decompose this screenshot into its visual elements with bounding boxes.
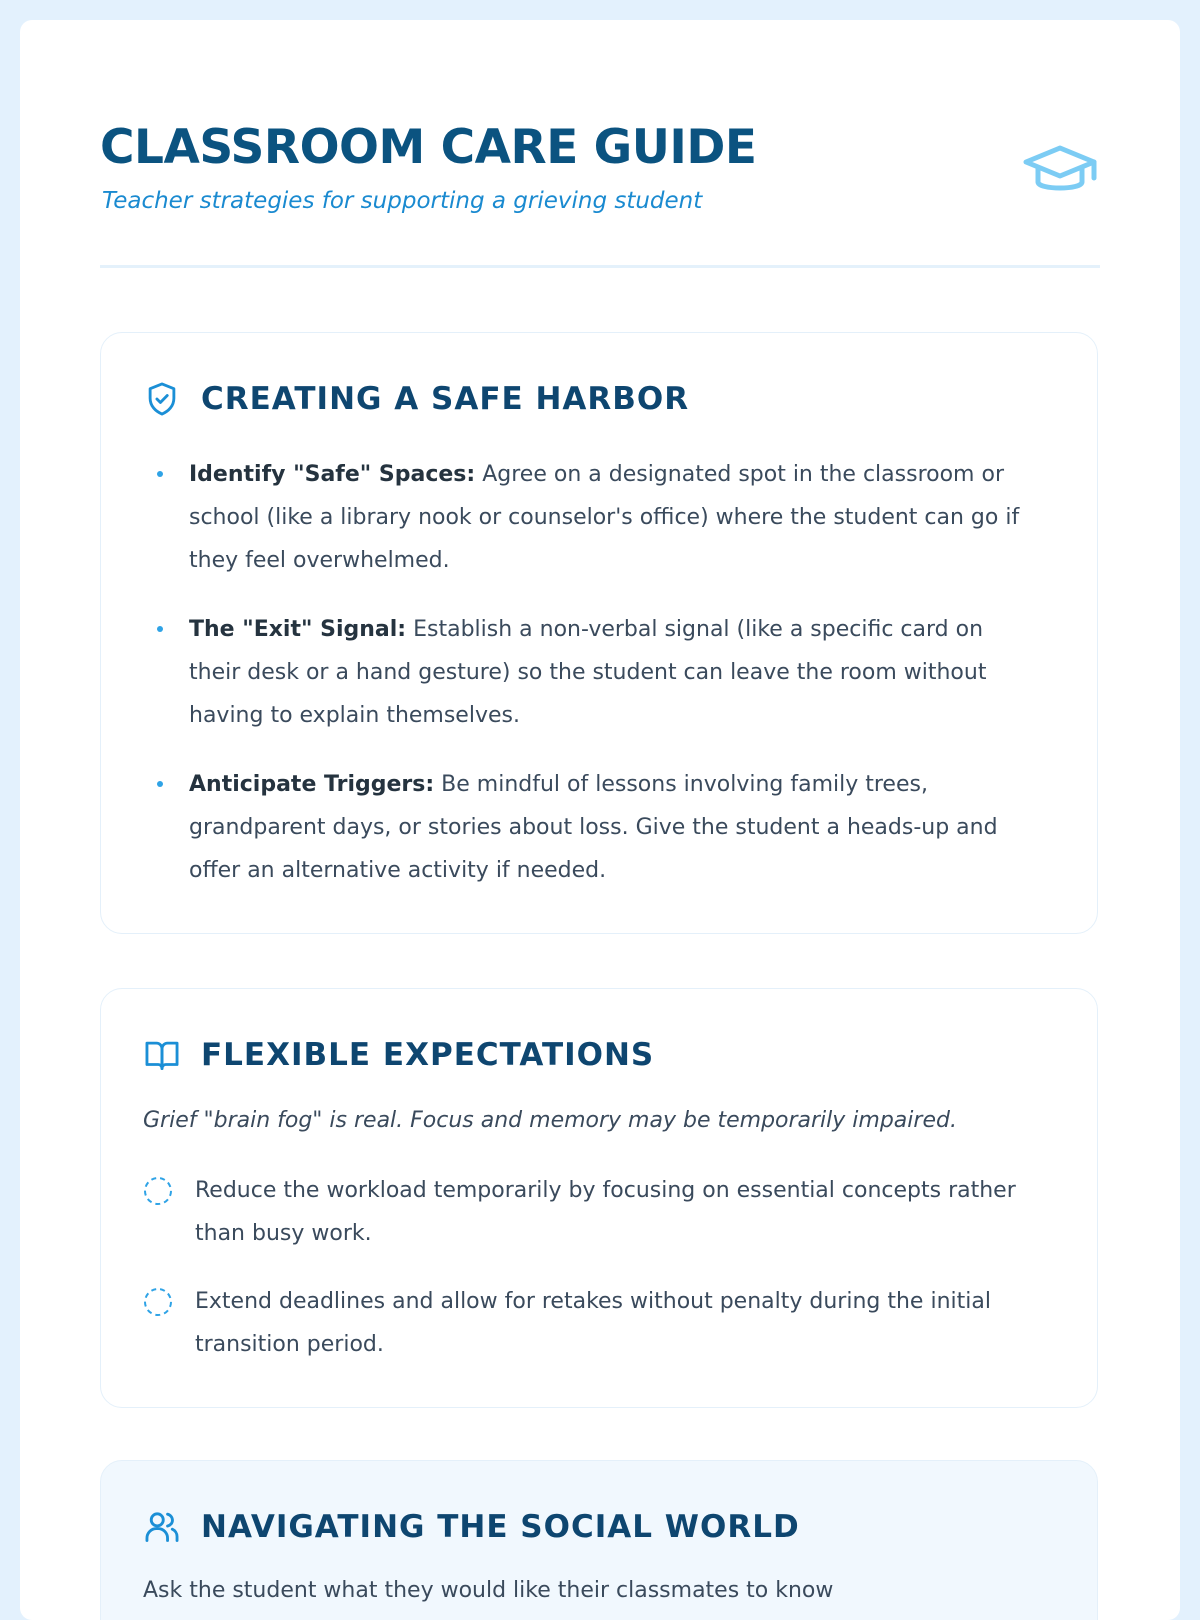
safe-harbor-card: [100, 332, 1098, 934]
safe-harbor-list: [143, 453, 1033, 918]
section-title: FLEXIBLE EXPECTATIONS: [201, 1037, 655, 1073]
section-text: Ask the student what they would like their classmates to know: [143, 1578, 834, 1603]
list-item: [143, 608, 1033, 737]
item-text: Reduce the workload temporarily by focusing on essential concepts rather than busy work.: [195, 1178, 1016, 1246]
item-label: The "Exit" Signal:: [189, 617, 407, 642]
item-label: Identify "Safe" Spaces:: [189, 462, 476, 487]
list-item: [143, 1169, 1033, 1255]
page-title: CLASSROOM CARE GUIDE: [100, 120, 757, 175]
item-text: Establish a non-verbal signal (like a specific card on their desk or a hand gesture) so the student can leave the room without having to explain themselves.: [189, 617, 987, 728]
header-divider: [100, 265, 1100, 268]
social-world-card: [100, 1460, 1098, 1620]
header: [100, 118, 1100, 268]
safe-harbor-heading: [143, 377, 689, 421]
flexible-heading: [143, 1033, 654, 1077]
page-subtitle: Teacher strategies for supporting a grieving student: [102, 188, 703, 214]
flexible-list: [143, 1169, 1033, 1391]
guide-page: [20, 20, 1180, 1620]
item-text: Extend deadlines and allow for retakes without penalty during the initial transition period.: [195, 1289, 991, 1357]
section-intro: Grief "brain fog" is real. Focus and memory may be temporarily impaired.: [143, 1108, 957, 1133]
bullet-dot: [157, 626, 163, 632]
section-title: CREATING A SAFE HARBOR: [201, 381, 690, 417]
users-icon: [143, 1508, 181, 1546]
list-item: [143, 1280, 1033, 1366]
shield-check-icon: [143, 380, 181, 418]
item-text: Agree on a designated spot in the classroom or school (like a library nook or counselor's office) where the student can go if they feel overwhelmed.: [189, 462, 1020, 573]
item-label: Anticipate Triggers:: [189, 772, 435, 797]
graduation-cap-icon: [1022, 142, 1098, 202]
flexible-expectations-card: [100, 988, 1098, 1408]
list-item: [143, 763, 1033, 892]
item-text: Be mindful of lessons involving family trees, grandparent days, or stories about loss. Give the student a heads-up and offer an alternative activity if needed.: [189, 772, 998, 883]
section-title: NAVIGATING THE SOCIAL WORLD: [201, 1509, 800, 1545]
bullet-dot: [157, 471, 163, 477]
dashed-circle-icon: [143, 1176, 173, 1206]
dashed-circle-icon: [143, 1287, 173, 1317]
open-book-icon: [143, 1036, 181, 1074]
list-item: [143, 453, 1033, 582]
social-heading: [143, 1505, 800, 1549]
bullet-dot: [157, 781, 163, 787]
